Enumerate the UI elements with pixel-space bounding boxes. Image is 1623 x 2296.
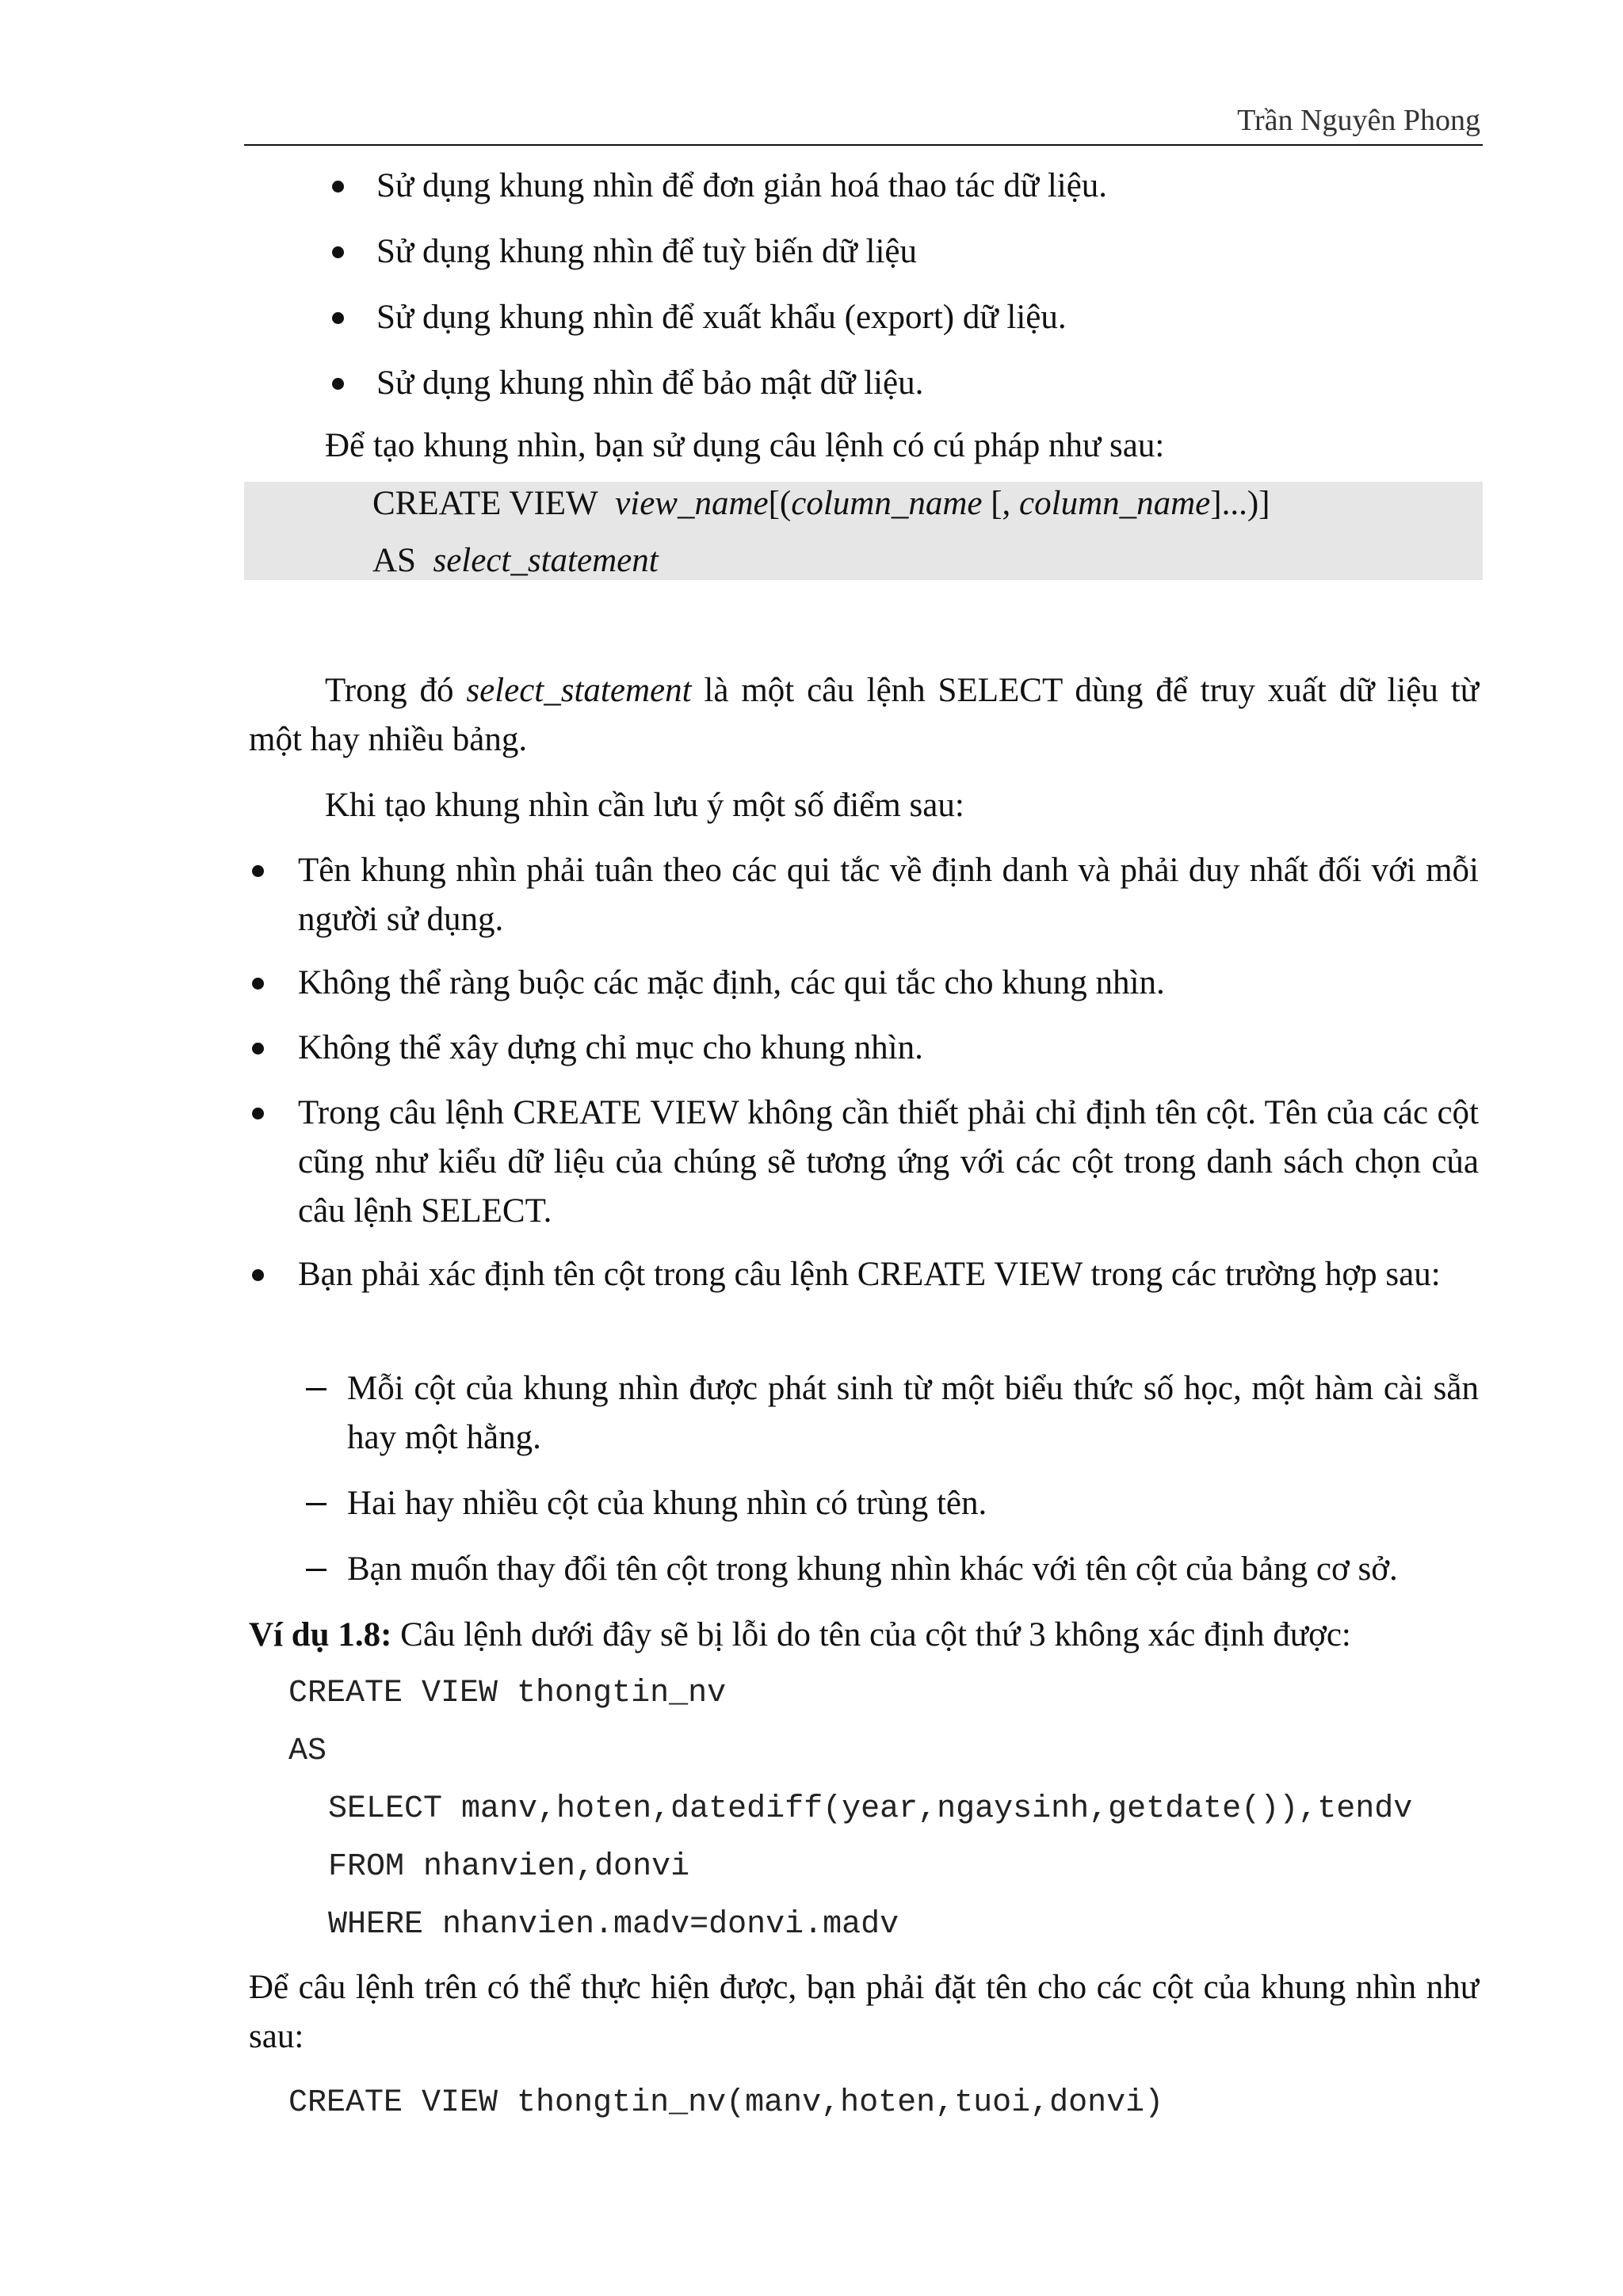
syntax-select-statement: select_statement [433,542,659,579]
syntax-intro: Để tạo khung nhìn, bạn sử dụng câu lệnh có cú pháp như sau: [325,427,1165,464]
code-line: SELECT manv,hoten,datediff(year,ngaysinh,getdate()),tendv [328,1791,1413,1827]
bullet-icon [332,378,344,390]
sub-note-item: Mỗi cột của khung nhìn được phát sinh từ một biểu thức số học, một hàm cài sẵn hay một hằng. [347,1370,1479,1456]
syntax-bracket-close: ]...)] [1210,485,1270,522]
code-line: AS [288,1733,327,1769]
note-item: Bạn phải xác định tên cột trong câu lệnh CREATE VIEW trong các trường hợp sau: [298,1256,1441,1293]
note-item: Tên khung nhìn phải tuân theo các qui tắc về định danh và phải duy nhất đối với mỗi người sử dụng. [298,852,1479,938]
code-line: WHERE nhanvien.madv=donvi.madv [328,1907,899,1943]
fix-paragraph: Để câu lệnh trên có thể thực hiện được, bạn phải đặt tên cho các cột của khung nhìn như sau: [249,1969,1479,2055]
sub-note-item: Hai hay nhiều cột của khung nhìn có trùng tên. [347,1485,987,1522]
bullet-icon [252,978,264,990]
notes-intro: Khi tạo khung nhìn cần lưu ý một số điểm sau: [325,787,964,824]
syntax-column-name: column_name [791,485,983,522]
syntax-column-name: column_name [1019,485,1211,522]
code-line: CREATE VIEW thongtin_nv [288,1676,727,1711]
syntax-line-1 [372,479,1270,528]
bullet-icon [252,1108,264,1119]
syntax-bracket-open: [( [768,485,792,522]
purpose-item: Sử dụng khung nhìn để tuỳ biến dữ liệu [376,233,918,270]
purpose-item: Sử dụng khung nhìn để bảo mật dữ liệu. [376,364,924,402]
dash-icon [306,1569,327,1571]
example-text: Câu lệnh dưới đây sẽ bị lỗi do tên của cột thứ 3 không xác định được: [391,1616,1351,1653]
header-author: Trần Nguyên Phong [1237,104,1480,137]
explain-pre: Trong đó [325,672,467,709]
example-line [249,1611,1351,1660]
syntax-keyword: CREATE VIEW [372,485,598,522]
dash-icon [306,1503,327,1505]
explain-paragraph [249,666,1479,765]
sub-note-item: Bạn muốn thay đổi tên cột trong khung nhìn khác với tên cột của bảng cơ sở. [347,1550,1398,1588]
syntax-as-keyword: AS [372,542,416,579]
syntax-separator: [, [982,485,1020,522]
code-line: FROM nhanvien,donvi [328,1849,690,1885]
purpose-item: Sử dụng khung nhìn để đơn giản hoá thao tác dữ liệu. [376,167,1108,204]
bullet-icon [252,1269,264,1281]
bullet-icon [332,312,344,324]
bullet-icon [252,865,264,877]
bullet-icon [332,246,344,258]
bullet-icon [252,1043,264,1055]
explain-term: select_statement [466,672,692,709]
fix-code-line: CREATE VIEW thongtin_nv(manv,hoten,tuoi,donvi) [288,2085,1164,2121]
dash-icon [306,1388,327,1390]
purpose-item: Sử dụng khung nhìn để xuất khẩu (export) dữ liệu. [376,299,1067,336]
bullet-icon [332,181,344,193]
explain-post: là một câu lệnh SELECT dùng để truy xuất dữ liệu từ một hay nhiều bảng. [249,672,1480,758]
note-item: Không thể ràng buộc các mặc định, các qui tắc cho khung nhìn. [298,964,1165,1001]
syntax-view-name: view_name [615,485,769,522]
header-rule [244,144,1483,146]
note-item: Không thể xây dựng chỉ mục cho khung nhìn. [298,1029,923,1066]
note-item: Trong câu lệnh CREATE VIEW không cần thiết phải chỉ định tên cột. Tên của các cột cũng như kiểu dữ liệu của chúng sẽ tương ứng với các cột trong danh sách chọn của câu lệnh SELECT. [298,1094,1479,1230]
syntax-line-2 [372,536,659,585]
example-label: Ví dụ 1.8: [249,1616,392,1653]
